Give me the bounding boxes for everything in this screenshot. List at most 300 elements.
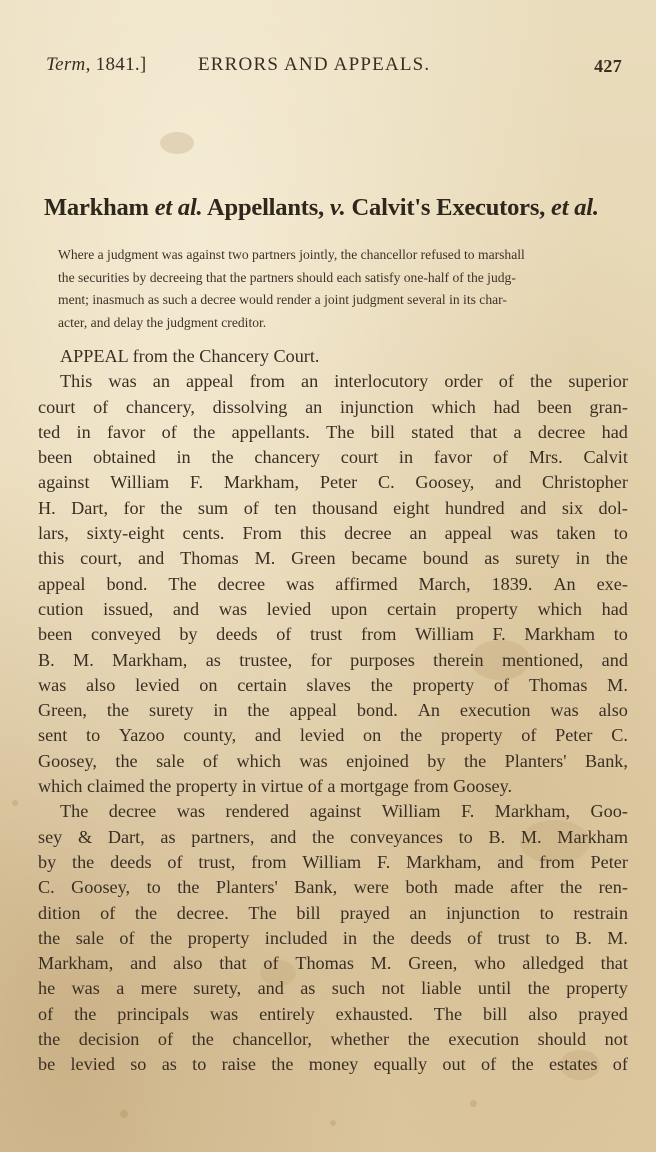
foxing-spot <box>12 800 18 806</box>
word: by <box>179 624 198 645</box>
word: that <box>469 421 498 442</box>
word: property <box>566 978 628 999</box>
word: William <box>414 624 474 645</box>
word: was <box>108 371 137 392</box>
word: in <box>176 447 191 468</box>
word: decree <box>537 421 586 442</box>
word: to <box>613 523 628 544</box>
word: a <box>116 978 125 999</box>
word: Planters' <box>215 877 278 898</box>
word: Mrs. <box>528 447 563 468</box>
word: sale <box>75 927 104 948</box>
word: the <box>106 700 130 721</box>
word: appeal <box>289 700 337 721</box>
word: bill <box>370 421 395 442</box>
word: M. <box>520 826 542 847</box>
word: of <box>161 421 177 442</box>
text-line <box>38 926 628 951</box>
text-line <box>38 521 628 546</box>
word: from <box>251 851 287 872</box>
word: chancery, <box>125 396 195 417</box>
word: M. <box>73 649 94 670</box>
word: rendered <box>225 801 290 822</box>
word: been <box>537 396 572 417</box>
word: Markham, <box>494 801 571 822</box>
word: the <box>372 927 395 948</box>
word: levied <box>70 1054 115 1075</box>
word: the <box>74 1003 97 1024</box>
word: dissolving <box>212 396 288 417</box>
opinion-body <box>38 344 628 1078</box>
word: against <box>309 801 362 822</box>
word: purposes <box>350 649 415 670</box>
word: also <box>528 1003 558 1024</box>
word: which <box>431 396 476 417</box>
word: the <box>38 1029 61 1050</box>
page-number: 427 <box>594 56 622 76</box>
word: in <box>342 927 358 948</box>
word: court <box>340 447 379 468</box>
text-line <box>38 597 628 622</box>
word: to <box>545 927 560 948</box>
word: was <box>38 674 67 695</box>
word: county, <box>183 725 237 746</box>
word: by <box>427 750 446 771</box>
word: of <box>492 447 509 468</box>
word: this <box>38 548 65 569</box>
foxing-spot <box>120 1110 128 1118</box>
word: cution <box>38 598 84 619</box>
word: affirmed <box>335 573 398 594</box>
word: chancellor, <box>232 1029 312 1050</box>
word: as <box>205 649 221 670</box>
word: bill <box>483 1003 508 1024</box>
word: as <box>161 1054 177 1075</box>
word: property <box>412 674 475 695</box>
word: exhausted. <box>335 1003 413 1024</box>
word: lars, <box>38 523 69 544</box>
word: Green, <box>38 700 87 721</box>
text-line <box>38 648 628 673</box>
foxing-spot <box>160 132 194 154</box>
word: the <box>271 1054 294 1075</box>
word: principals <box>117 1003 189 1024</box>
word: this <box>299 523 327 544</box>
word: Markham, <box>38 953 114 974</box>
word: for <box>123 497 145 518</box>
word: both <box>405 877 438 898</box>
text-line <box>38 1052 628 1077</box>
word: liable <box>421 978 462 999</box>
word: of <box>467 927 483 948</box>
word: decree <box>108 801 157 822</box>
word: 1839. <box>491 573 533 594</box>
word: an <box>305 396 323 417</box>
word: F. <box>492 624 506 645</box>
word: to <box>146 877 161 898</box>
running-head-title: ERRORS AND APPEALS. <box>198 54 431 75</box>
headnote <box>44 244 624 334</box>
word: deeds <box>216 624 258 645</box>
word: favor <box>433 447 473 468</box>
text-line <box>38 470 628 495</box>
word: of <box>202 750 219 771</box>
word: trustee, <box>239 649 293 670</box>
text-line <box>38 749 628 774</box>
word: of <box>480 1054 497 1075</box>
word: so <box>130 1054 147 1075</box>
text-line <box>38 825 628 850</box>
word: Goosey, <box>38 750 97 771</box>
word: gran- <box>589 396 628 417</box>
word: been <box>38 447 73 468</box>
word: M. <box>607 674 628 695</box>
word: Peter <box>555 725 593 746</box>
word: the <box>463 750 487 771</box>
word: sale <box>156 750 185 771</box>
word: the <box>511 1054 534 1075</box>
word: decree. <box>176 902 229 923</box>
word: C. <box>377 472 395 493</box>
text-line <box>38 496 628 521</box>
word: which <box>236 750 281 771</box>
text-line <box>38 723 628 748</box>
word: entirely <box>259 1003 315 1024</box>
word: raise <box>221 1054 256 1075</box>
word: From <box>242 523 282 544</box>
word: Calvit <box>583 447 628 468</box>
word: Yazoo <box>118 725 165 746</box>
word: sum <box>197 497 229 518</box>
word: deeds <box>110 851 152 872</box>
word: surety, <box>193 978 242 999</box>
word: sey <box>38 826 63 847</box>
text-line <box>38 546 628 571</box>
text-line <box>38 673 628 698</box>
text-line <box>38 369 628 394</box>
word: appeal <box>444 523 493 544</box>
word: The <box>326 421 355 442</box>
word: was <box>299 750 328 771</box>
word: the <box>605 548 628 569</box>
word: equally <box>373 1054 428 1075</box>
word: the <box>115 750 138 771</box>
word: appeal <box>38 573 86 594</box>
text-line <box>38 1027 628 1052</box>
word: the <box>38 927 61 948</box>
word: of <box>263 953 279 974</box>
word: and <box>270 826 297 847</box>
word: trust <box>497 927 531 948</box>
word: not <box>381 978 405 999</box>
word: the <box>72 851 95 872</box>
word: Dart, <box>107 826 145 847</box>
word: order <box>444 371 483 392</box>
word: Bank, <box>584 750 628 771</box>
word: had <box>493 396 520 417</box>
word: and <box>520 497 547 518</box>
word: decision <box>78 1029 140 1050</box>
word: in <box>213 700 228 721</box>
word: & <box>77 826 93 847</box>
word: injunction <box>339 396 414 417</box>
word: he <box>38 978 56 999</box>
word: William <box>381 801 441 822</box>
word: was <box>176 801 206 822</box>
word: that <box>219 953 247 974</box>
word: bond. <box>356 700 398 721</box>
word: were <box>353 877 389 898</box>
word: Peter <box>319 472 358 493</box>
word: F. <box>461 801 475 822</box>
word: of <box>167 851 183 872</box>
word: the <box>191 1029 214 1050</box>
word: The <box>60 801 89 822</box>
word: conveyed <box>90 624 161 645</box>
word: Markham <box>557 826 628 847</box>
word: certain <box>387 598 437 619</box>
word: of <box>119 927 135 948</box>
word: of <box>521 725 537 746</box>
word: An <box>417 700 440 721</box>
word: hundred <box>445 497 505 518</box>
word: appellants. <box>231 421 310 442</box>
text-line <box>38 395 628 420</box>
word: issued, <box>103 598 154 619</box>
word: slaves <box>306 674 351 695</box>
word: should <box>537 1029 587 1050</box>
word: property <box>187 927 250 948</box>
word: enjoined <box>346 750 409 771</box>
word: Peter <box>590 851 628 872</box>
word: be <box>38 1054 56 1075</box>
word: out <box>442 1054 466 1075</box>
word: bill <box>296 902 321 923</box>
word: appeal <box>186 371 234 392</box>
word: dition <box>38 902 81 923</box>
word: conveyances <box>349 826 443 847</box>
case-title: Markham et al. Appellants, v. Calvit's Executors, et al. <box>44 194 599 221</box>
word: property <box>440 725 503 746</box>
word: the <box>559 877 583 898</box>
word: March, <box>418 573 471 594</box>
word: also <box>173 953 203 974</box>
word: mentioned, <box>502 649 584 670</box>
word: certain <box>237 674 287 695</box>
word: ten <box>274 497 297 518</box>
word: execution <box>448 1029 520 1050</box>
word: estates <box>548 1054 598 1075</box>
word: property <box>456 598 518 619</box>
word: had <box>601 421 628 442</box>
word: surety <box>149 700 194 721</box>
word: to <box>192 1054 207 1075</box>
running-head <box>46 54 622 84</box>
word: and <box>137 548 165 569</box>
word: sixty-eight <box>86 523 165 544</box>
text-line <box>38 799 628 824</box>
headnote-line: acter, and delay the judgment creditor. <box>58 314 267 330</box>
word: Dart, <box>71 497 109 518</box>
text-line <box>38 901 628 926</box>
word: bond. <box>106 573 148 594</box>
headnote-line: the securities by decreeing that the partners should each satisfy one-half of the judg- <box>58 269 516 285</box>
word: Markham, <box>112 649 188 670</box>
word: Bank, <box>294 877 338 898</box>
word: and <box>172 598 200 619</box>
word: to <box>86 725 101 746</box>
word: The <box>433 1003 463 1024</box>
word: ted <box>38 421 61 442</box>
word: as <box>160 826 176 847</box>
word: of <box>93 396 109 417</box>
word: to <box>458 826 473 847</box>
word: alledged <box>522 953 584 974</box>
word: Markham <box>524 624 596 645</box>
word: became <box>351 548 408 569</box>
word: the <box>527 978 550 999</box>
word: from <box>539 851 575 872</box>
foxing-spot <box>470 1100 477 1107</box>
headnote-line: ment; inasmuch as such a decree would render a joint judgment several in its char- <box>58 292 507 307</box>
word: and <box>495 472 522 493</box>
word: not <box>604 1029 628 1050</box>
word: upon <box>330 598 368 619</box>
word: and <box>254 725 282 746</box>
word: against <box>38 472 90 493</box>
word: of <box>612 1054 628 1075</box>
word: was <box>218 598 248 619</box>
word: an <box>409 523 427 544</box>
word: obtained <box>93 447 156 468</box>
word: bound <box>422 548 469 569</box>
word: which <box>537 598 582 619</box>
word: sent <box>38 725 68 746</box>
word: of <box>493 674 510 695</box>
word: William <box>110 472 170 493</box>
word: injunction <box>446 902 520 923</box>
headnote-line: Where a judgment was against two partners jointly, the chancellor refused to marshall <box>58 247 525 262</box>
word: M. <box>607 927 628 948</box>
word: B. <box>38 649 55 670</box>
word: H. <box>38 497 56 518</box>
word: trust, <box>198 851 236 872</box>
text-line <box>38 951 628 976</box>
word: was <box>209 1003 239 1024</box>
word: Thomas <box>295 953 354 974</box>
word: Planters' <box>504 750 567 771</box>
word: prayed <box>340 902 390 923</box>
text-line: which claimed the property in virtue of a mortgage from Goosey. <box>38 776 513 797</box>
word: the <box>193 421 216 442</box>
word: Christopher <box>542 472 628 493</box>
word: prayed <box>578 1003 628 1024</box>
word: was <box>550 700 579 721</box>
word: that <box>600 953 628 974</box>
word: exe- <box>596 573 628 594</box>
word: the <box>399 725 423 746</box>
word: six <box>561 497 584 518</box>
word: court, <box>80 548 123 569</box>
word: from <box>249 371 285 392</box>
word: also <box>598 700 628 721</box>
word: whether <box>330 1029 390 1050</box>
word: Thomas <box>180 548 239 569</box>
word: Thomas <box>528 674 588 695</box>
word: the <box>312 826 335 847</box>
word: decree <box>344 523 392 544</box>
word: interlocutory <box>334 371 429 392</box>
word: An <box>553 573 576 594</box>
word: The <box>248 902 277 923</box>
text-line <box>38 875 628 900</box>
word: the <box>370 674 393 695</box>
text-line <box>38 420 628 445</box>
word: Goo- <box>590 801 628 822</box>
word: F. <box>189 472 204 493</box>
word: therein <box>433 649 484 670</box>
word: B. <box>575 927 592 948</box>
word: in <box>575 548 590 569</box>
word: the <box>177 877 200 898</box>
word: and <box>601 649 628 670</box>
text-line <box>38 698 628 723</box>
text-line: APPEAL from the Chancery Court. <box>60 346 320 366</box>
word: until <box>477 978 512 999</box>
word: and <box>130 953 157 974</box>
word: on <box>363 725 382 746</box>
word: Green, <box>408 953 458 974</box>
word: execution <box>459 700 531 721</box>
word: Markham, <box>406 851 482 872</box>
word: William <box>302 851 362 872</box>
word: stated <box>411 421 454 442</box>
word: mere <box>140 978 178 999</box>
word: ren- <box>598 877 628 898</box>
word: the <box>407 1029 430 1050</box>
word: levied <box>299 725 345 746</box>
word: the <box>247 700 270 721</box>
word: who <box>474 953 506 974</box>
word: C. <box>611 725 628 746</box>
text-line <box>38 445 628 470</box>
word: superior <box>568 371 628 392</box>
word: surety <box>515 548 560 569</box>
word: Goosey, <box>415 472 475 493</box>
word: the <box>530 371 553 392</box>
word: also <box>86 674 116 695</box>
word: a <box>513 421 522 442</box>
word: an <box>301 371 319 392</box>
word: for <box>310 649 332 670</box>
word: partners, <box>191 826 255 847</box>
word: and <box>497 851 524 872</box>
running-head-term: Term, 1841.] <box>46 54 147 75</box>
word: chancery <box>254 447 321 468</box>
word: the <box>160 497 183 518</box>
word: dol- <box>598 497 628 518</box>
word: from <box>360 624 397 645</box>
word: B. <box>488 826 506 847</box>
word: trust <box>310 624 343 645</box>
word: of <box>243 497 259 518</box>
word: deeds <box>410 927 452 948</box>
word: Green <box>291 548 336 569</box>
word: thousand <box>312 497 378 518</box>
word: been <box>38 624 73 645</box>
word: favor <box>106 421 146 442</box>
word: in <box>76 421 91 442</box>
